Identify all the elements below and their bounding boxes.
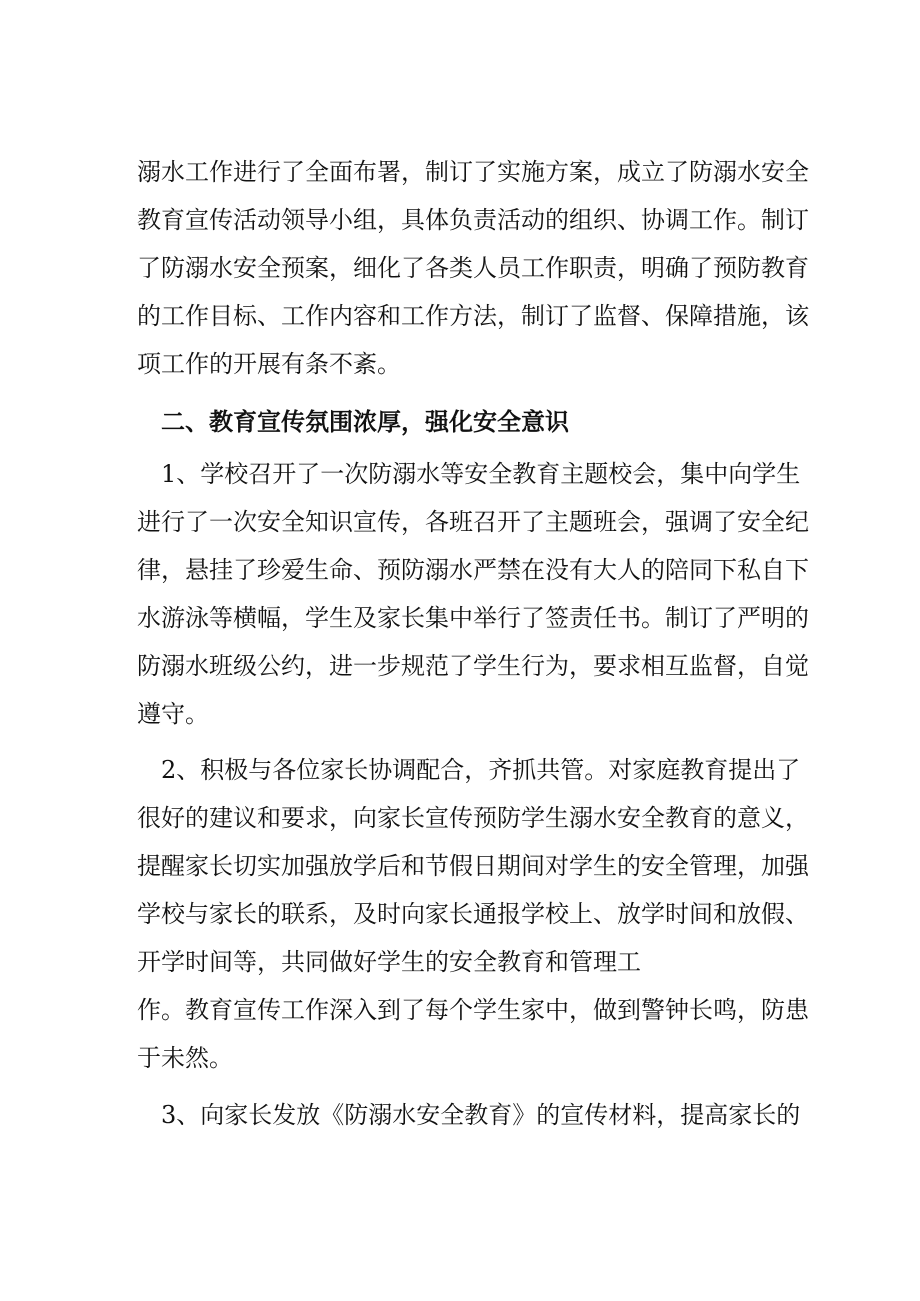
paragraph-2-line-3: 律，悬挂了珍爱生命、预防溺水严禁在没有大人的陪同下私自下 [137, 556, 809, 584]
paragraph-2-line-6: 遵守。 [137, 700, 209, 728]
paragraph-3-line-2: 很好的建议和要求，向家长宣传预防学生溺水安全教育的意义， [137, 804, 809, 832]
paragraph-3-line-6: 作。教育宣传工作深入到了每个学生家中，做到警钟长鸣，防患 [137, 996, 809, 1024]
paragraph-2-line-4: 水游泳等横幅，学生及家长集中举行了签责任书。制订了严明的 [137, 604, 809, 632]
paragraph-1-line-3: 了防溺水安全预案，细化了各类人员工作职责，明确了预防教育 [137, 254, 809, 282]
paragraph-2-line-5: 防溺水班级公约，进一步规范了学生行为，要求相互监督，自觉 [137, 652, 809, 680]
paragraph-3-line-1: 2、积极与各位家长协调配合，齐抓共管。对家庭教育提出了 [161, 756, 801, 784]
paragraph-3-line-4: 学校与家长的联系，及时向家长通报学校上、放学时间和放假、 [137, 900, 809, 928]
paragraph-2-line-1: 1、学校召开了一次防溺水等安全教育主题校会，集中向学生 [161, 460, 801, 488]
paragraph-4-line-1: 3、向家长发放《防溺水安全教育》的宣传材料，提高家长的 [161, 1101, 801, 1129]
paragraph-3-line-7: 于未然。 [137, 1044, 233, 1072]
paragraph-1-line-4: 的工作目标、工作内容和工作方法，制订了监督、保障措施，该 [137, 302, 809, 330]
paragraph-3-line-3: 提醒家长切实加强放学后和节假日期间对学生的安全管理，加强 [137, 852, 809, 880]
paragraph-1-line-2: 教育宣传活动领导小组，具体负责活动的组织、协调工作。制订 [137, 206, 809, 234]
paragraph-1-line-1: 溺水工作进行了全面布署，制订了实施方案，成立了防溺水安全 [137, 158, 809, 186]
paragraph-2-line-2: 进行了一次安全知识宣传，各班召开了主题班会，强调了安全纪 [137, 508, 809, 536]
section-2-heading: 二、教育宣传氛围浓厚，强化安全意识 [161, 408, 569, 436]
paragraph-1-line-5: 项工作的开展有条不紊。 [137, 350, 401, 378]
paragraph-3-line-5: 开学时间等，共同做好学生的安全教育和管理工 [137, 948, 641, 976]
